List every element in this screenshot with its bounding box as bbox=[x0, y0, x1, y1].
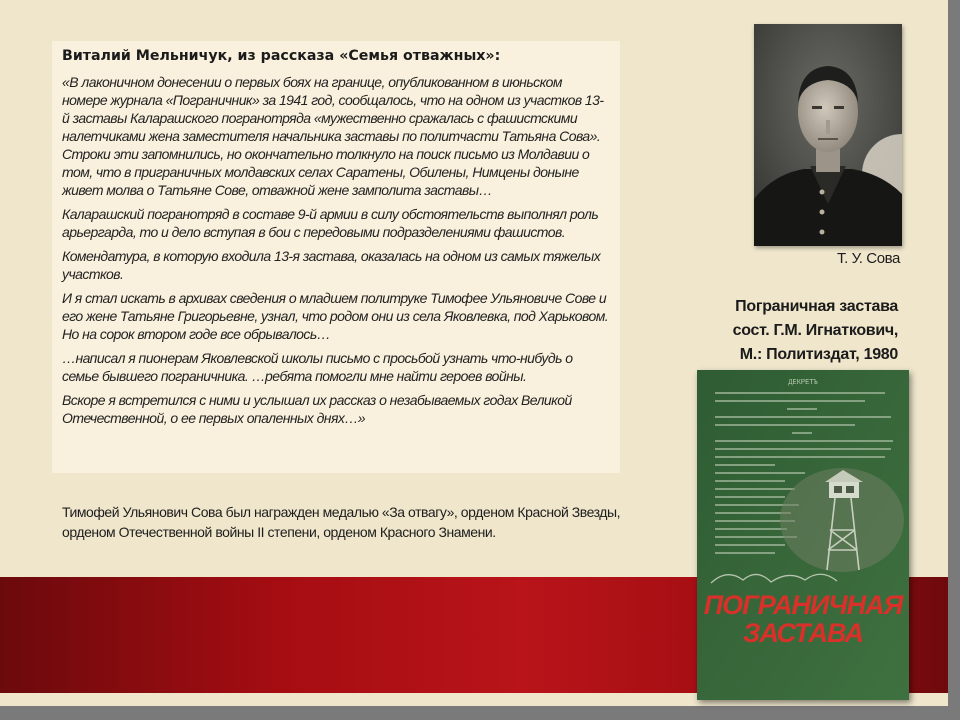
decree-heading: ДЕКРЕТЪ bbox=[788, 379, 818, 387]
book-cover bbox=[697, 370, 909, 700]
portrait-photo bbox=[754, 24, 902, 246]
quote-paragraph: И я стал искать в архивах сведения о младшем политруке Тимофее Ульяновиче Сове и его жене Татьяне Григорьевне, узнал, что родом они из села Яковлевка, под Харьковом. Но на сорок втором годе все обрывалось… bbox=[62, 290, 609, 342]
quote-paragraph: «В лаконичном донесении о первых боях на границе, опубликованном в июньском номере журнала «Пограничник» за 1941 год, сообщалось, что на одном из участков 13-й заставы Каларашского погранотряда «мужественно сражалась с фашистскими налетчиками жена заместителя начальника заставы по политчасти Татьяна Сова». Строки эти запомнились, но окончательно толкнуло на поиск письмо из Молдавии о том, что в приграничных молдавских селах Саратены, Обилены, Нимцены доныне живет молва о Татьяне Сове, отважной жене замполита заставы… bbox=[62, 74, 604, 198]
book-cover-title-line1: ПОГРАНИЧНАЯ bbox=[703, 590, 903, 620]
quote-paragraph: Каларашский погранотряд в составе 9-й армии в силу обстоятельств выполнял роль арьергарда, то и дело вступая в бои с передовыми подразделениями фашистов. bbox=[62, 206, 599, 240]
quote-box bbox=[52, 41, 620, 473]
quote-paragraph: Вскоре я встретился с ними и услышал их рассказ о незабываемых годах Великой Отечественной, о ее первых опаленных днях…» bbox=[62, 392, 572, 426]
award-text: Тимофей Ульянович Сова был награжден медалью «За отвагу», орденом Красной Звезды, орденом Отечественной войны II степени, орденом Красного Знамени. bbox=[62, 504, 621, 540]
book-title-line: Пограничная застава bbox=[735, 298, 898, 315]
quote-paragraph: Комендатура, в которую входила 13-я застава, оказалась на одном из самых тяжелых участков. bbox=[62, 248, 601, 282]
book-info bbox=[640, 295, 898, 367]
quote-title: Виталий Мельничук, из рассказа «Семья отважных»: bbox=[62, 48, 501, 64]
portrait-caption: Т. У. Сова bbox=[836, 250, 900, 267]
book-publisher-line: М.: Политиздат, 1980 bbox=[739, 346, 898, 363]
book-cover-title-line2: ЗАСТАВА bbox=[743, 618, 863, 648]
slide-frame-right bbox=[948, 0, 960, 720]
slide-frame-bottom bbox=[0, 706, 960, 720]
quote-paragraph: …написал я пионерам Яковлевской школы письмо с просьбой узнать что-нибудь о семье бывшего пограничника. …ребята помогли мне найти героев войны. bbox=[62, 350, 573, 384]
book-compiler-line: сост. Г.М. Игнаткович, bbox=[732, 322, 898, 339]
